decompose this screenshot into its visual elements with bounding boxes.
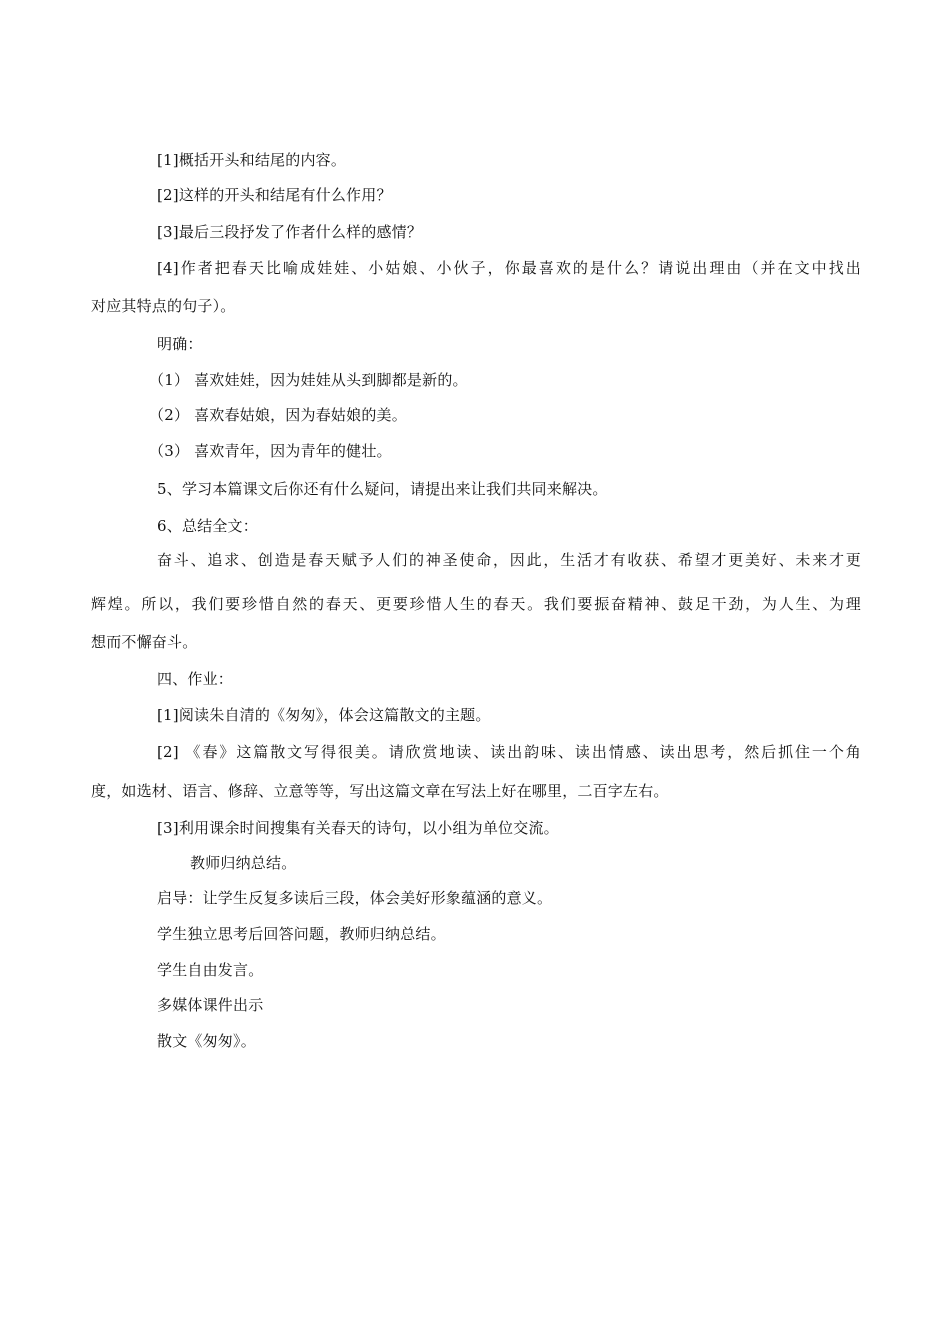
summary-line-1: 奋斗、追求、创造是春天赋予人们的神圣使命，因此，生活才有收获、希望才更美好、未来才更 (157, 551, 861, 569)
homework-heading: 四、作业： (157, 670, 234, 688)
homework-1: [1]阅读朱自清的《匆匆》，体会这篇散文的主题。 (157, 706, 491, 724)
homework-3: [3]利用课余时间搜集有关春天的诗句，以小组为单位交流。 (157, 819, 559, 837)
student-speech-note: 学生自由发言。 (157, 961, 264, 979)
step-6: 6、总结全文： (157, 517, 258, 535)
question-4-line-2: 对应其特点的句子）。 (91, 297, 236, 315)
question-2: [2]这样的开头和结尾有什么作用？ (157, 186, 392, 204)
homework-2-line-1: [2] 《春》这篇散文写得很美。请欣赏地读、读出韵味、读出情感、读出思考，然后抓住一个角 (157, 743, 861, 761)
answer-2: （2） 喜欢春姑娘，因为春姑娘的美。 (149, 406, 407, 424)
summary-line-3: 想而不懈奋斗。 (91, 633, 198, 651)
teacher-note: 教师归纳总结。 (190, 854, 297, 872)
summary-line-2: 辉煌。所以，我们要珍惜自然的春天、更要珍惜人生的春天。我们要振奋精神、鼓足干劲，为人生、为理 (91, 595, 861, 613)
question-1: [1]概括开头和结尾的内容。 (157, 151, 347, 169)
essay-note: 散文《匆匆》。 (157, 1032, 256, 1050)
step-5: 5、学习本篇课文后你还有什么疑问，请提出来让我们共同来解决。 (157, 480, 608, 498)
question-3: [3]最后三段抒发了作者什么样的感情？ (157, 223, 423, 241)
student-thinking-note: 学生独立思考后回答问题，教师归纳总结。 (157, 925, 446, 943)
guidance-note: 启导：让学生反复多读后三段，体会美好形象蕴涵的意义。 (157, 889, 553, 907)
question-4-line-1: [4]作者把春天比喻成娃娃、小姑娘、小伙子，你最喜欢的是什么？请说出理由（并在文中找出 (157, 259, 861, 277)
clarify-label: 明确： (157, 335, 203, 353)
multimedia-note: 多媒体课件出示 (157, 996, 264, 1014)
answer-3: （3） 喜欢青年，因为青年的健壮。 (149, 442, 392, 460)
answer-1: （1） 喜欢娃娃，因为娃娃从头到脚都是新的。 (149, 371, 468, 389)
homework-2-line-2: 度，如选材、语言、修辞、立意等等，写出这篇文章在写法上好在哪里，二百字左右。 (91, 782, 669, 800)
